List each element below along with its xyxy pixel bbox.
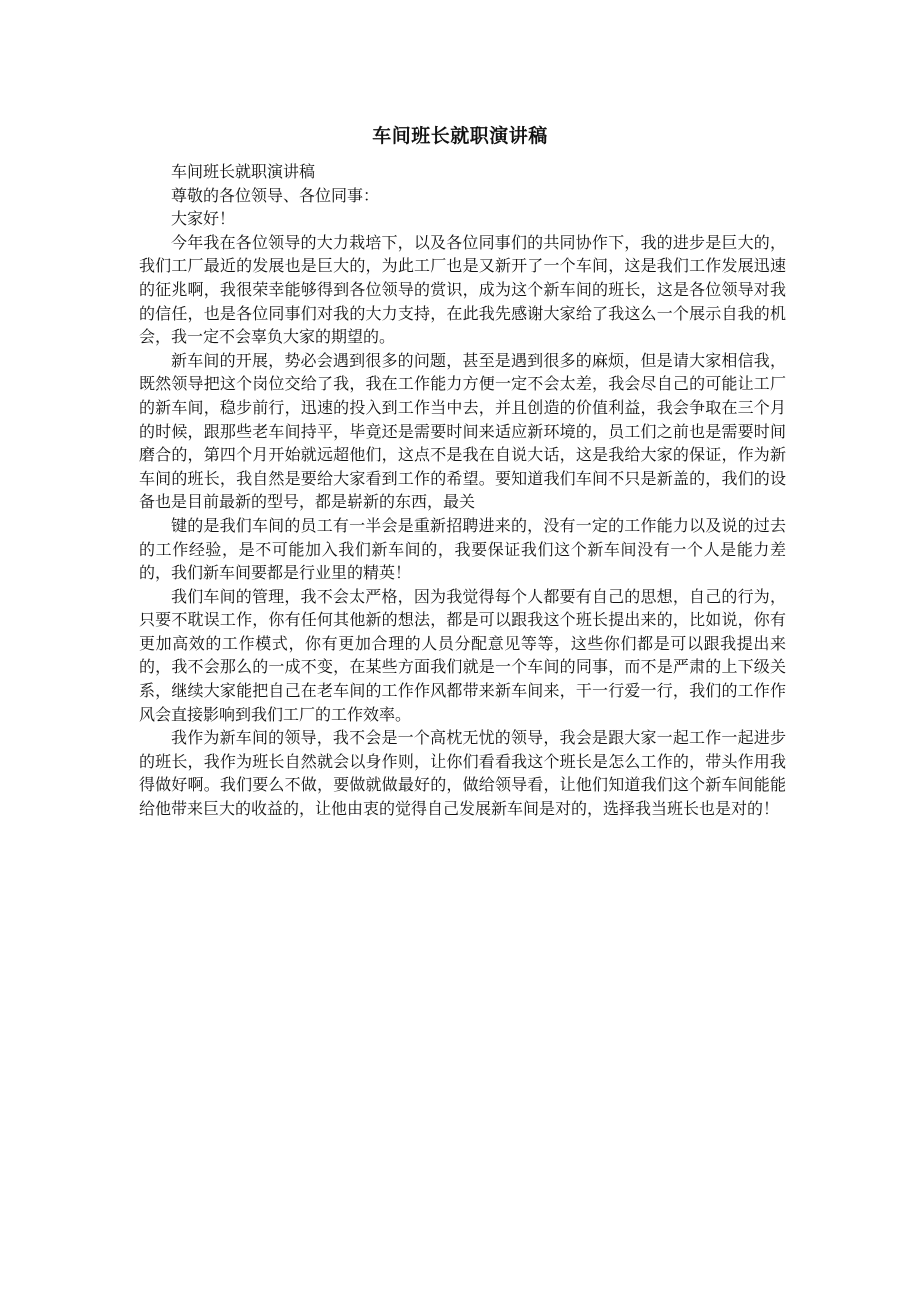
paragraph: 我作为新车间的领导，我不会是一个高枕无忧的领导，我会是跟大家一起工作一起进步的班长，我作为班长自然就会以身作则，让你们看看我这个班长是怎么工作的，带头作用我得做好啊。我们要么不做，要做就做最好的，做给领导看，让他们知道我们这个新车间能能给他带来巨大的收益的，让他由衷的觉得自己发展新车间是对的，选择我当班长也是对的！ — [139, 728, 786, 819]
paragraph-greeting: 大家好！ — [171, 209, 236, 229]
document-body — [139, 160, 786, 821]
paragraph-subtitle: 车间班长就职演讲稿 — [171, 162, 316, 181]
paragraph-salutation: 尊敬的各位领导、各位同事： — [171, 185, 380, 205]
paragraph: 键的是我们车间的员工有一半会是重新招聘进来的，没有一定的工作能力以及说的过去的工作经验，是不可能加入我们新车间的，我要保证我们这个新车间没有一个人是能力差的，我们新车间要都是行业里的精英！ — [139, 515, 786, 583]
document-title: 车间班长就职演讲稿 — [372, 125, 548, 147]
paragraph: 今年我在各位领导的大力栽培下，以及各位同事们的共同协作下，我的进步是巨大的，我们工厂最近的发展也是巨大的，为此工厂也是又新开了一个车间，这是我们工作发展迅速的征兆啊，我很荣幸能够得到各位领导的赏识，成为这个新车间的班长，这是各位领导对我的信任，也是各位同事们对我的大力支持，在此我先感谢大家给了我这么一个展示自我的机会，我一定不会辜负大家的期望的。 — [139, 232, 786, 347]
paragraph: 我们车间的管理，我不会太严格，因为我觉得每个人都要有自己的思想，自己的行为，只要不耽误工作，你有任何其他新的想法，都是可以跟我这个班长提出来的，比如说，你有更加高效的工作模式，你有更加合理的人员分配意见等等，这些你们都是可以跟我提出来的，我不会那么的一成不变，在某些方面我们就是一个车间的同事，而不是严肃的上下级关系，继续大家能把自己在老车间的工作作风都带来新车间来，干一行爱一行，我们的工作作风会直接影响到我们工厂的工作效率。 — [139, 586, 786, 724]
paragraph: 新车间的开展，势必会遇到很多的问题，甚至是遇到很多的麻烦，但是请大家相信我，既然领导把这个岗位交给了我，我在工作能力方便一定不会太差，我会尽自己的可能让工厂的新车间，稳步前行，迅速的投入到工作当中去，并且创造的价值利益，我会争取在三个月的时候，跟那些老车间持平，毕竟还是需要时间来适应新环境的，员工们之前也是需要时间磨合的，第四个月开始就远超他们，这点不是我在自说大话，这是我给大家的保证，作为新车间的班长，我自然是要给大家看到工作的希望。要知道我们车间不只是新盖的，我们的设备也是目前最新的型号，都是崭新的东西，最关 — [139, 350, 786, 512]
